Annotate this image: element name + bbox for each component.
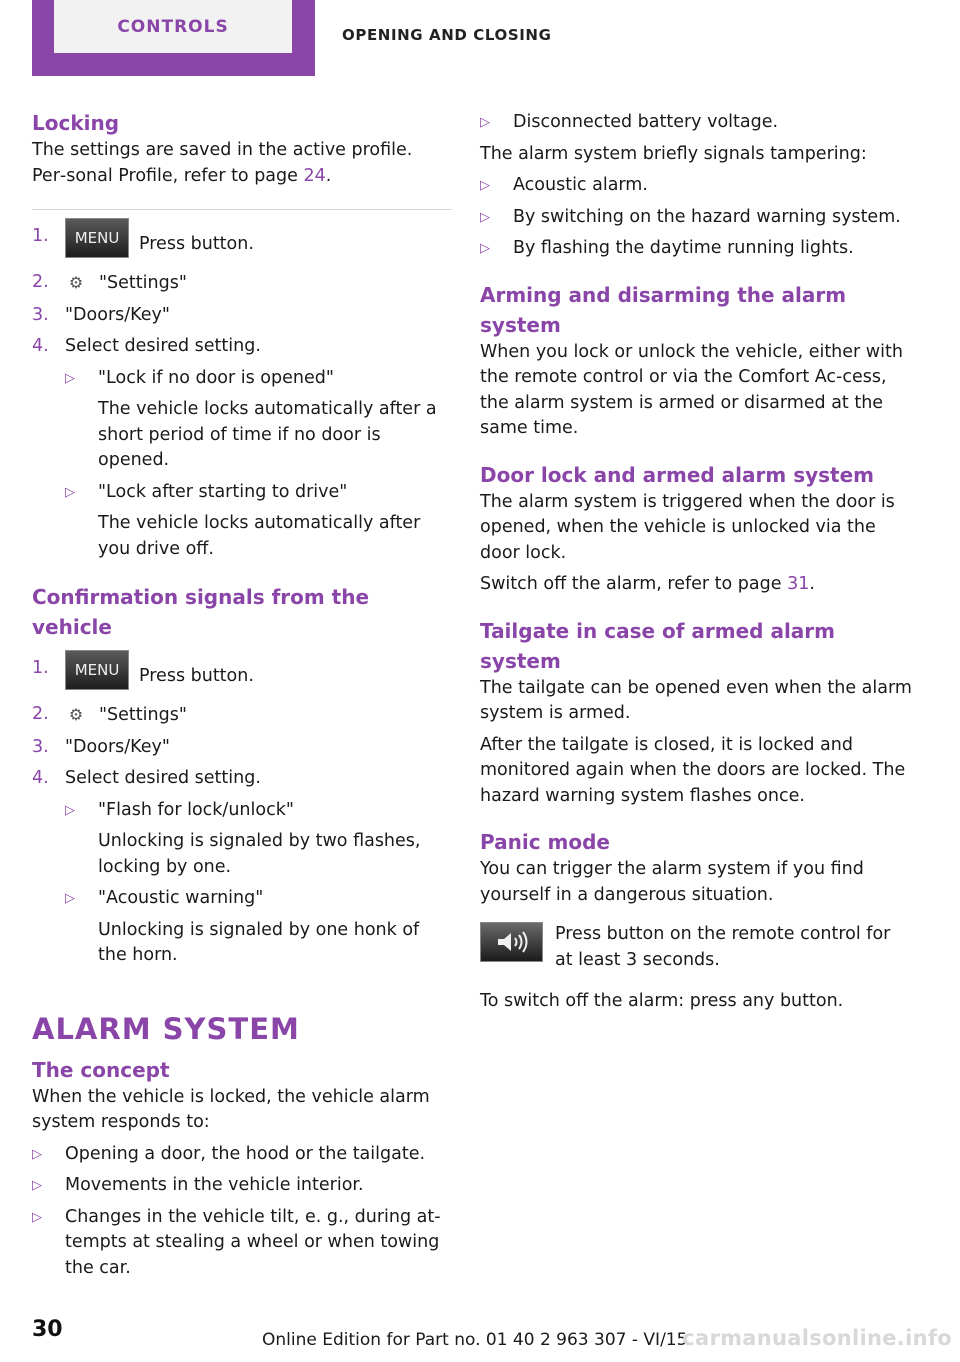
list-item: ▷ By switching on the hazard warning system. (480, 205, 912, 231)
speaker-button-icon (480, 922, 543, 962)
arming-text: When you lock or unlock the vehicle, either with the remote control or via the Comfort Ac‐cess, the alarm system is armed or disarmed at the same time. (480, 341, 903, 438)
section-title: OPENING AND CLOSING (342, 26, 552, 44)
tailgate-heading: Tailgate in case of armed alarm system (480, 618, 836, 673)
option-desc: Unlocking is signaled by one honk of the horn. (98, 919, 420, 965)
chapter-tab-label: CONTROLS (54, 0, 292, 53)
menu-button-icon: MENU (65, 218, 129, 258)
panic-heading: Panic mode (480, 830, 610, 854)
door-lock-switch-off: Switch off the alarm, refer to page 31. (480, 574, 815, 594)
triangle-bullet-icon: ▷ (65, 802, 75, 818)
page-number: 30 (32, 1317, 63, 1342)
list-item: 2. ⚙ "Settings" (32, 702, 452, 729)
door-lock-heading: Door lock and armed alarm system (480, 462, 875, 487)
list-item: ▷ Disconnected battery voltage. (480, 110, 912, 136)
option-desc: Unlocking is signaled by two flashes, locking by one. (98, 831, 421, 877)
tamper-intro: The alarm system briefly signals tampering: (480, 143, 867, 164)
panic-button-text: Press button on the remote control for at least 3 seconds. (555, 924, 891, 970)
locking-intro: The settings are saved in the active profile. Per‐sonal Profile, refer to page 24. (32, 140, 413, 186)
triangle-bullet-icon: ▷ (65, 484, 75, 500)
triangle-bullet-icon: ▷ (65, 891, 75, 906)
panic-button-row (480, 922, 912, 973)
concept-text: When the vehicle is locked, the vehicle alarm system responds to: (32, 1086, 430, 1132)
option-desc: The vehicle locks automatically after you drive off. (98, 513, 421, 559)
option-item: ▷ "Lock if no door is opened" (65, 366, 452, 392)
list-item: 2. ⚙ "Settings" (32, 270, 452, 297)
left-column (32, 108, 452, 1281)
triangle-bullet-icon: ▷ (32, 1178, 42, 1193)
list-item: 1. MENU Press button. (32, 656, 452, 696)
option-item: ▷ "Flash for lock/unlock" (65, 798, 452, 824)
triangle-bullet-icon: ▷ (32, 1146, 42, 1162)
gear-icon: ⚙ (68, 705, 84, 724)
concept-heading: The concept (32, 1057, 170, 1082)
tailgate-text-1: The tailgate can be opened even when the alarm system is armed. (480, 677, 912, 723)
divider (32, 209, 452, 210)
triangle-bullet-icon: ▷ (32, 1209, 42, 1225)
list-item: ▷ Opening a door, the hood or the tailgate. (32, 1142, 452, 1168)
list-item: 1. MENU Press button. (32, 224, 452, 264)
chapter-tab (32, 0, 315, 76)
list-item: 4. Select desired setting. (32, 768, 261, 788)
option-desc: The vehicle locks automatically after a short period of time if no door is opened. (98, 399, 437, 470)
list-item: ▷ By flashing the daytime running lights. (480, 236, 912, 262)
tailgate-text-2: After the tailgate is closed, it is locked and monitored again when the doors are locked. The hazard warning system flashes once. (480, 734, 906, 806)
watermark: carmanualsonline.info (682, 1326, 952, 1350)
confirmation-heading: Confirmation signals from the vehicle (32, 585, 370, 639)
option-item: ▷ "Lock after starting to drive" (65, 480, 452, 506)
menu-button-icon: MENU (65, 650, 129, 690)
arming-heading: Arming and disarming the alarm system (480, 282, 847, 337)
list-item: 3. "Doors/Key" (32, 304, 170, 325)
panic-text: You can trigger the alarm system if you find yourself in a dangerous situation. (480, 859, 864, 905)
list-item: 3. "Doors/Key" (32, 736, 170, 757)
list-item: 4. Select desired setting. (32, 336, 261, 356)
page-link-24[interactable]: 24 (303, 165, 326, 186)
list-item: ▷ Movements in the vehicle interior. (32, 1173, 452, 1199)
triangle-bullet-icon: ▷ (65, 370, 75, 386)
list-item: ▷ Acoustic alarm. (480, 173, 912, 199)
triangle-bullet-icon: ▷ (480, 115, 490, 130)
option-item: ▷ "Acoustic warning" (65, 886, 452, 912)
triangle-bullet-icon: ▷ (480, 209, 490, 225)
edition-footer: Online Edition for Part no. 01 40 2 963 307 - VI/15 (262, 1330, 688, 1350)
alarm-system-heading: ALARM SYSTEM (32, 1011, 300, 1046)
locking-heading: Locking (32, 111, 120, 135)
list-item: ▷ Changes in the vehicle tilt, e. g., during at‐tempts at stealing a wheel or when towing the car. (32, 1205, 452, 1282)
triangle-bullet-icon: ▷ (480, 178, 490, 193)
door-lock-text: The alarm system is triggered when the door is opened, when the vehicle is unlocked via the door lock. (480, 491, 895, 563)
gear-icon: ⚙ (68, 273, 84, 292)
triangle-bullet-icon: ▷ (480, 241, 490, 256)
page-link-31[interactable]: 31 (787, 574, 810, 594)
panic-switch-off: To switch off the alarm: press any button. (480, 991, 844, 1011)
right-column (480, 108, 912, 1015)
